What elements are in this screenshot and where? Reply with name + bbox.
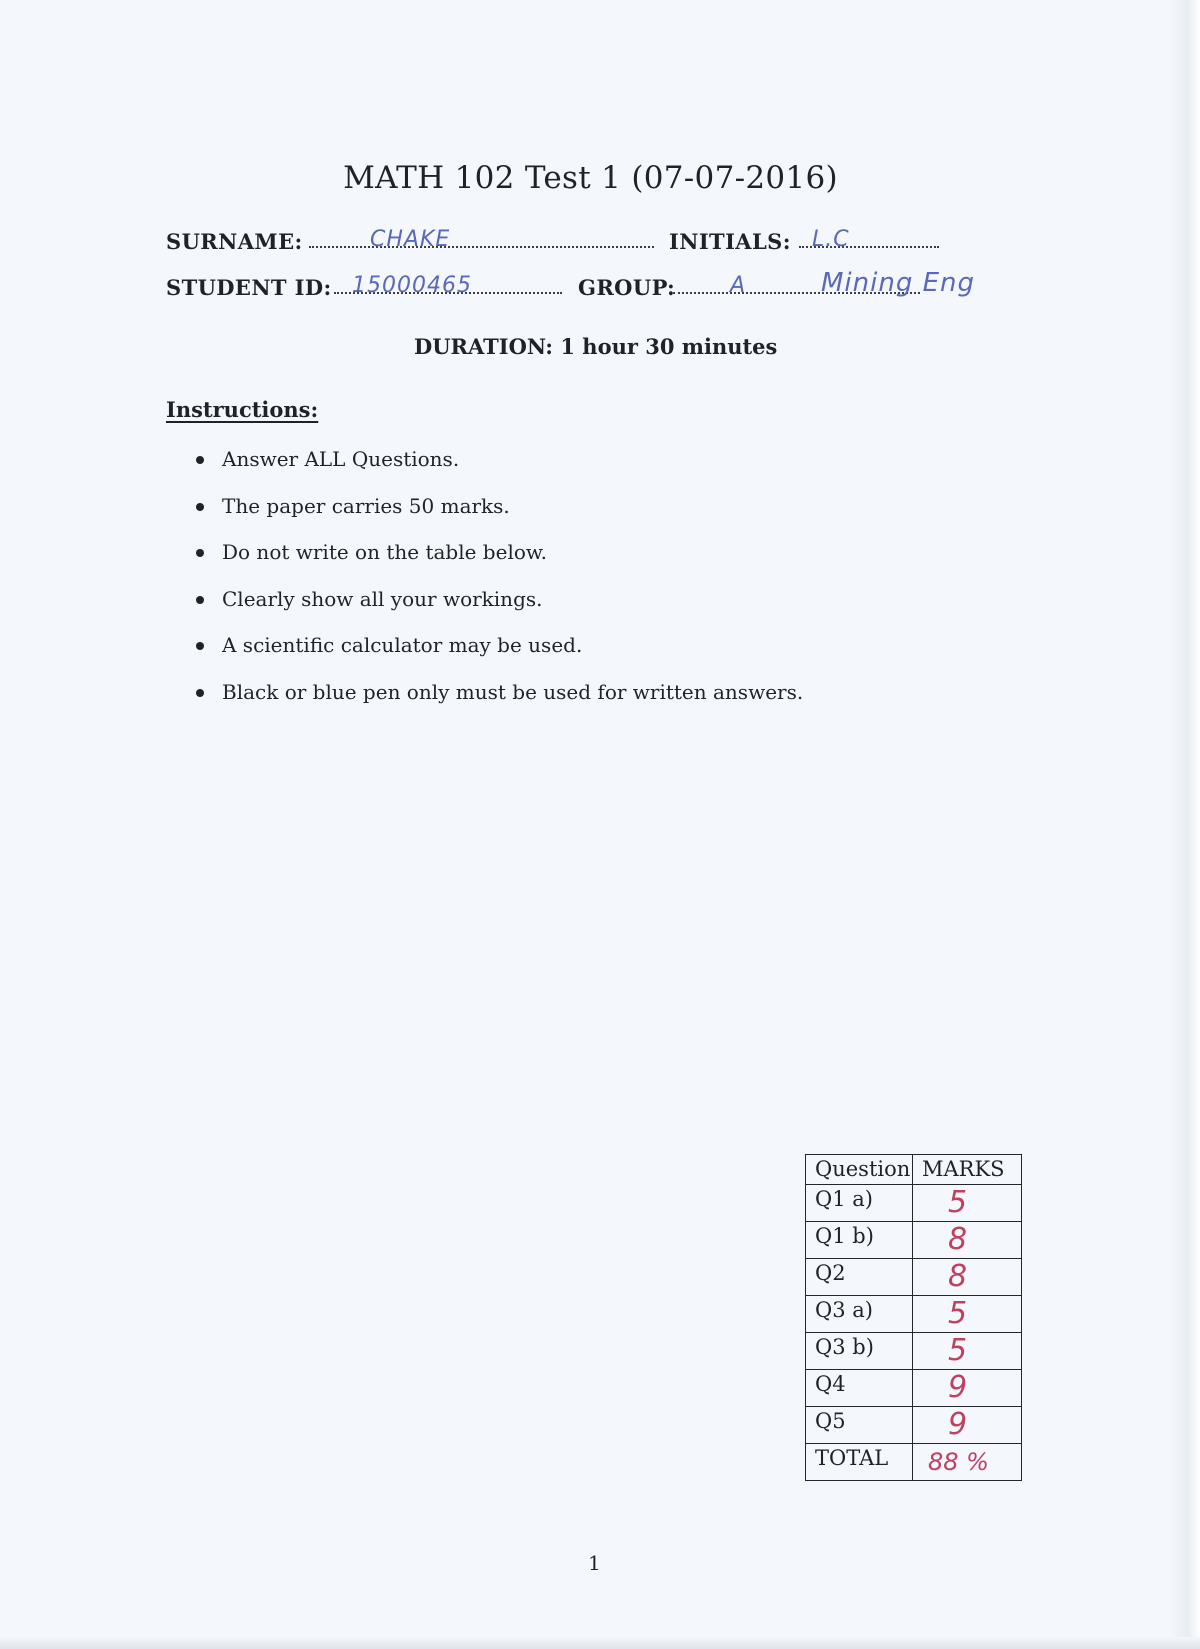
table-row xyxy=(806,1370,1022,1407)
instruction-item: A scientific calculator may be used. xyxy=(194,622,803,669)
question-cell: Q2 xyxy=(806,1259,913,1296)
handwritten-mark: 9 xyxy=(948,1370,968,1405)
handwritten-total: 88 % xyxy=(928,1448,989,1476)
handwritten-mark: 5 xyxy=(948,1185,968,1220)
paper-edge-bottom xyxy=(0,1637,1200,1649)
question-cell: Q3 a) xyxy=(806,1296,913,1333)
table-row xyxy=(806,1259,1022,1296)
question-cell: Q4 xyxy=(806,1370,913,1407)
question-cell: Q3 b) xyxy=(806,1333,913,1370)
total-label-cell: TOTAL xyxy=(806,1444,913,1481)
instructions-heading: Instructions: xyxy=(166,397,319,422)
question-cell: Q1 b) xyxy=(806,1222,913,1259)
marks-cell xyxy=(913,1370,1022,1407)
marks-table-header-row xyxy=(806,1155,1022,1185)
exam-duration: DURATION: 1 hour 30 minutes xyxy=(414,334,778,359)
initials-field xyxy=(669,218,939,254)
table-row xyxy=(806,1185,1022,1222)
student-id-label: STUDENT ID: xyxy=(166,275,332,300)
marks-cell xyxy=(913,1185,1022,1222)
marks-cell xyxy=(913,1296,1022,1333)
instructions-list xyxy=(194,436,803,715)
handwritten-mark: 5 xyxy=(948,1296,968,1331)
table-row xyxy=(806,1407,1022,1444)
surname-initials-row xyxy=(166,218,966,254)
total-marks-cell xyxy=(913,1444,1022,1481)
initials-label: INITIALS: xyxy=(669,229,791,254)
column-header-question: Question xyxy=(806,1155,913,1185)
table-row xyxy=(806,1222,1022,1259)
instruction-item: Black or blue pen only must be used for written answers. xyxy=(194,669,803,716)
table-row xyxy=(806,1333,1022,1370)
marks-cell xyxy=(913,1259,1022,1296)
surname-field xyxy=(166,218,656,254)
id-group-row xyxy=(166,264,986,300)
paper-edge xyxy=(1170,0,1200,1649)
table-row xyxy=(806,1296,1022,1333)
instruction-item: Do not write on the table below. xyxy=(194,529,803,576)
group-value: A xyxy=(730,273,747,298)
instruction-item: The paper carries 50 marks. xyxy=(194,483,803,530)
handwritten-mark: 5 xyxy=(948,1333,968,1368)
surname-value: CHAKE xyxy=(370,227,451,252)
page-number: 1 xyxy=(588,1551,601,1575)
marks-cell xyxy=(913,1222,1022,1259)
handwritten-mark: 8 xyxy=(948,1259,968,1294)
initials-value: L.C xyxy=(812,227,850,252)
handwritten-mark: 9 xyxy=(948,1407,968,1442)
question-cell: Q1 a) xyxy=(806,1185,913,1222)
table-row-total xyxy=(806,1444,1022,1481)
group-program-annotation: Mining Eng xyxy=(821,268,976,298)
handwritten-mark: 8 xyxy=(948,1222,968,1257)
marks-cell xyxy=(913,1333,1022,1370)
marks-table xyxy=(805,1154,1022,1481)
group-field xyxy=(578,264,986,300)
page-title: MATH 102 Test 1 (07-07-2016) xyxy=(343,160,838,196)
question-cell: Q5 xyxy=(806,1407,913,1444)
student-id-value: 15000465 xyxy=(352,273,472,298)
column-header-marks: MARKS xyxy=(913,1155,1022,1185)
instruction-item: Answer ALL Questions. xyxy=(194,436,803,483)
marks-cell xyxy=(913,1407,1022,1444)
surname-dotted-line xyxy=(309,246,654,248)
surname-label: SURNAME: xyxy=(166,229,303,254)
instruction-item: Clearly show all your workings. xyxy=(194,576,803,623)
student-id-field xyxy=(166,264,566,300)
group-label: GROUP: xyxy=(578,275,676,300)
